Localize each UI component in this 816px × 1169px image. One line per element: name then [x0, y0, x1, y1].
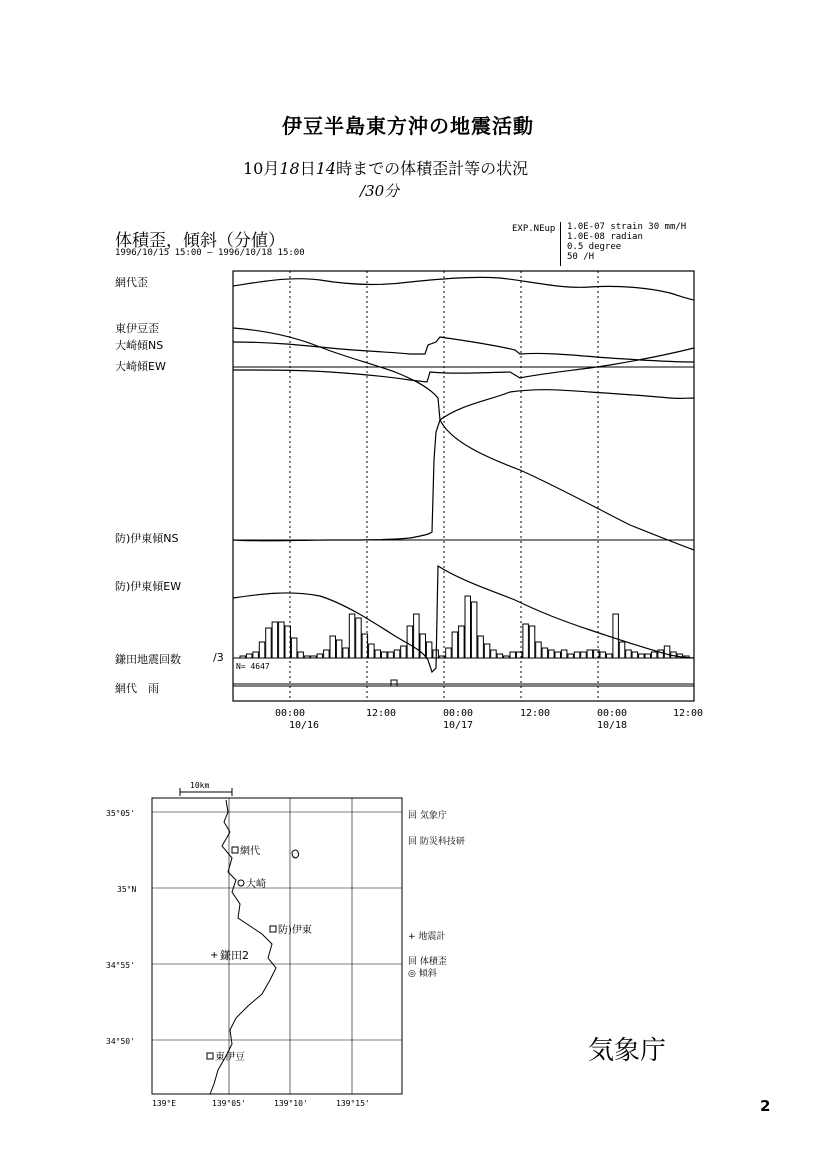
legend-symbol: 回 — [408, 837, 418, 847]
legend-text: 傾斜 — [418, 969, 437, 979]
map-legend-item — [408, 929, 445, 942]
legend-symbol: + — [408, 932, 416, 942]
x-tick-label: 00:00 — [596, 708, 628, 719]
station-marker — [232, 847, 238, 853]
station-marker — [238, 880, 244, 886]
count-scale: /3 — [213, 651, 224, 664]
trace-label: 大崎傾EW — [115, 360, 166, 373]
lon-label: 139°05' — [212, 1099, 246, 1108]
x-tick-label: 12:00 — [519, 708, 551, 719]
page-title: 伊豆半島東方沖の地震活動 — [282, 114, 534, 138]
agency-stamp: 気象庁 — [588, 1036, 667, 1066]
legend-text: 防災科技研 — [419, 837, 465, 847]
lat-label: 34°55' — [106, 961, 135, 970]
station-label: 大崎 — [246, 879, 266, 890]
x-tick-label: 00:00 — [442, 708, 474, 719]
scale-label: EXP.NEup — [512, 224, 556, 234]
trace-label: 網代 雨 — [115, 682, 159, 695]
seismometer-marker: + — [210, 950, 219, 961]
map-legend-item — [408, 834, 465, 847]
chart-period: 1996/10/15 15:00 — 1996/10/18 15:00 — [115, 248, 305, 258]
x-tick-label: 00:00 — [274, 708, 306, 719]
scale-line: 50 /H — [567, 252, 595, 262]
subtitle-day: 18 — [279, 159, 300, 178]
lon-label: 139°10' — [274, 1099, 308, 1108]
trace-label: 鎌田地震回数 — [115, 653, 181, 666]
trace-label: 防)伊東傾NS — [115, 532, 179, 545]
map-grid — [152, 798, 402, 1094]
subtitle-hour: 14 — [315, 159, 337, 178]
legend-symbol: ◎ — [408, 969, 416, 979]
map-legend-item — [408, 966, 437, 979]
station-marker — [270, 926, 276, 932]
legend-symbol: 回 — [408, 957, 418, 967]
lat-label: 35°N — [117, 885, 137, 894]
station-marker — [207, 1053, 213, 1059]
subtitle-note: 30分 — [365, 182, 400, 200]
trace-label: 防)伊東傾EW — [115, 580, 182, 593]
trace-label: 大崎傾NS — [115, 339, 164, 352]
coastline — [210, 800, 276, 1094]
x-date-label: 10/17 — [442, 720, 474, 731]
station-label: 鎌田2 — [220, 949, 249, 962]
island — [292, 850, 299, 858]
x-date-label: 10/18 — [596, 720, 628, 731]
lat-label: 34°50' — [106, 1037, 135, 1046]
handwritten-note: /30分 — [360, 182, 400, 200]
station-label: 東伊豆 — [215, 1052, 245, 1063]
page-number: 2 — [760, 1097, 771, 1115]
station-label: 網代 — [240, 846, 260, 857]
lon-label: 139°E — [152, 1099, 177, 1108]
subtitle-prefix: 10月 — [243, 159, 280, 178]
scale-line: 1.0E-07 strain 30 mm/H — [567, 222, 687, 232]
count-note: N= 4647 — [236, 662, 270, 671]
trace-label: 東伊豆歪 — [115, 322, 159, 335]
map-frame — [152, 798, 402, 1094]
legend-text: 気象庁 — [419, 811, 447, 821]
scale-line: 0.5 degree — [567, 242, 622, 252]
map-legend-item — [408, 808, 447, 821]
scale-label: 10km — [190, 781, 210, 790]
x-date-label: 10/16 — [288, 720, 320, 731]
station-label: 防)伊東 — [278, 925, 312, 936]
chart-title: 体積歪，傾斜（分値） — [115, 231, 285, 251]
subtitle-suffix: 時までの体積歪計等の状況 — [336, 159, 529, 178]
x-tick-label: 12:00 — [365, 708, 397, 719]
legend-text: 体積歪 — [419, 957, 447, 967]
legend-symbol: 回 — [408, 811, 418, 821]
x-tick-label: 12:00 — [672, 708, 704, 719]
scale-line: 1.0E-08 radian — [567, 232, 643, 242]
subtitle-mid: 日 — [299, 159, 316, 178]
lat-label: 35°05' — [106, 809, 135, 818]
trace-label: 網代歪 — [115, 276, 148, 289]
lon-label: 139°15' — [336, 1099, 370, 1108]
legend-text: 地震計 — [418, 932, 446, 942]
